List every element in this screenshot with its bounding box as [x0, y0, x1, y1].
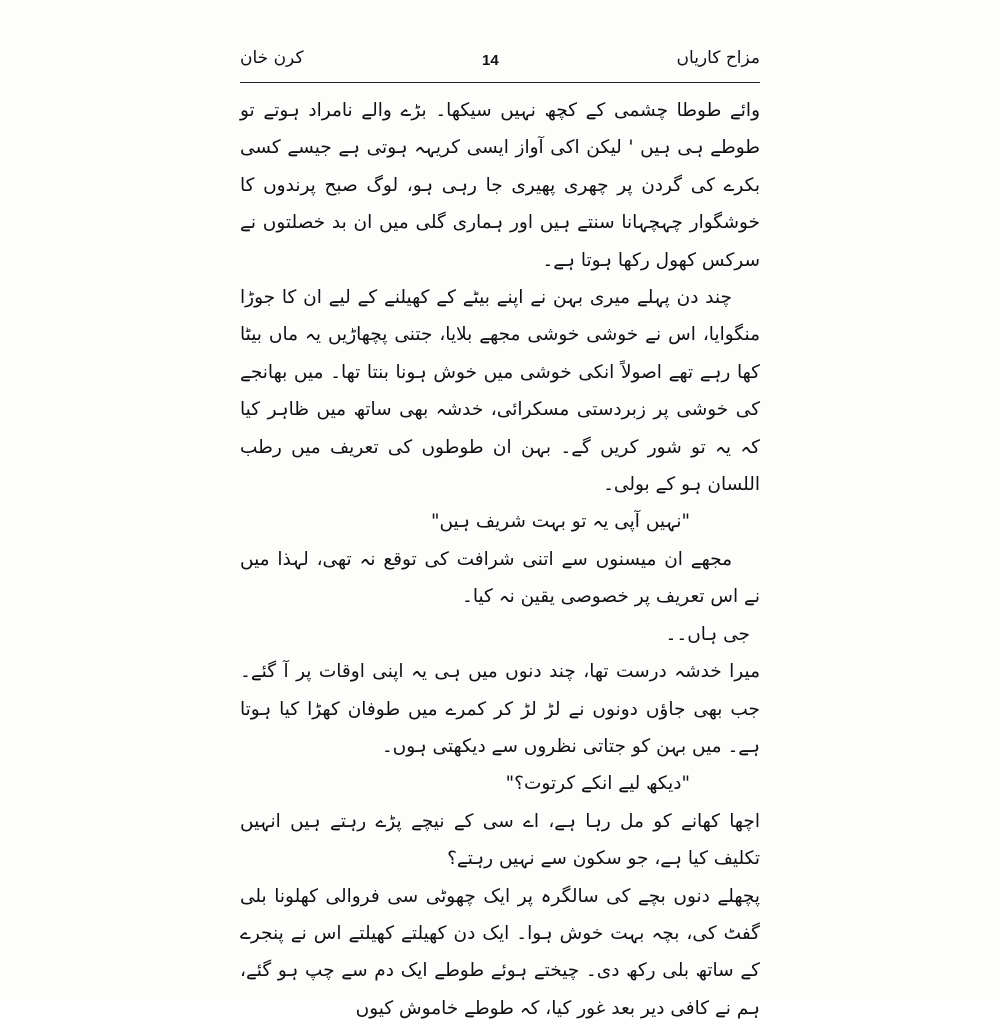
author-name: کرن خان: [240, 48, 304, 68]
dialogue-line: جی ہاں۔۔: [665, 623, 750, 645]
paragraph: اچھا کھانے کو مل رہا ہے، اے سی کے نیچے پڑے رہتے ہیں انہیں تکلیف کیا ہے، جو سکون سے نہیں رہتے؟: [240, 810, 760, 870]
header-rule: [240, 82, 760, 83]
book-title: مزاح کاریاں: [676, 48, 760, 68]
paragraph: چند دن پہلے میری بہن نے اپنے بیٹے کے کھیلنے کے لیے ان کا جوڑا منگوایا، اس نے خوشی خوشی مجھے بلایا، جتنی پچھاڑیں یہ ماں بیٹا کھا رہے تھے اصولاً انکی خوشی میں خوش ہونا بنتا تھا۔ میں بھانجے کی خوشی پر زبردستی مسکرائی، خدشہ بھی ساتھ میں ظاہر کیا کہ یہ تو شور کریں گے۔ بہن ان طوطوں کی تعریف میں رطب اللسان ہو کے بولی۔: [240, 287, 760, 496]
page-body: [240, 92, 760, 1027]
dialogue-line: "نہیں آپی یہ تو بہت شریف ہیں": [430, 511, 690, 533]
page-number: 14: [482, 52, 499, 69]
paragraph: میرا خدشہ درست تھا، چند دنوں میں ہی یہ اپنی اوقات پر آ گئے۔ جب بھی جاؤں دونوں نے لڑ لڑ کر کمرے میں طوفان کھڑا کیا ہوتا ہے۔ میں بہن کو جتاتی نظروں سے دیکھتی ہوں۔: [240, 661, 760, 757]
page-header: [240, 46, 760, 80]
dialogue-line: "دیکھ لیے انکے کرتوت؟": [505, 773, 690, 795]
paragraph: پچھلے دنوں بچے کی سالگرہ پر ایک چھوٹی سی فروالی کھلونا بلی گفٹ کی، بچہ بہت خوش ہوا۔ ایک دن کھیلتے کھیلتے اس نے پنجرے کے ساتھ بلی رکھ دی۔ چیختے ہوئے طوطے ایک دم سے چپ ہو گئے، ہم نے کافی دیر بعد غور کیا، کہ طوطے خاموش کیوں: [240, 885, 760, 1019]
paragraph: وائے طوطا چشمی کے کچھ نہیں سیکھا۔ بڑے والے نامراد ہوتے تو طوطے ہی ہیں ' لیکن اکی آواز ایسی کریہہ ہوتی ہے جیسے کسی بکرے کی گردن پر چھری پھیری جا رہی ہو، لوگ صبح پرندوں کا خوشگوار چہچہانا سنتے ہیں اور ہماری گلی میں ان بد خصلتوں نے سرکس کھول رکھا ہوتا ہے۔: [240, 100, 760, 271]
paragraph: مجھے ان میسنوں سے اتنی شرافت کی توقع نہ تھی، لہذا میں نے اس تعریف پر خصوصی یقین نہ کیا۔: [240, 548, 760, 608]
